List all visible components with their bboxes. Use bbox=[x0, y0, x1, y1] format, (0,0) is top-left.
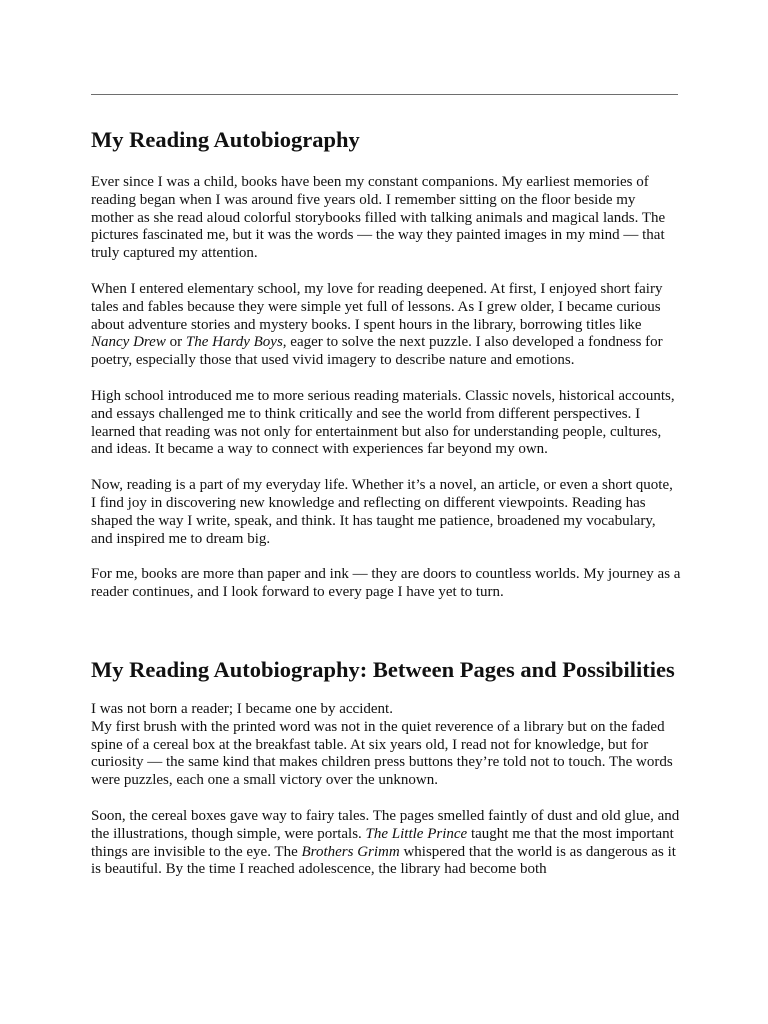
section1-paragraph-3: High school introduced me to more serious reading materials. Classic novels, historical accounts, and essays challenged me to think critically and see the world from different perspectives. I learned that reading was not only for entertainment but also for understanding people, cultures, and ideas. It became a way to connect with experiences far beyond my own. bbox=[91, 387, 675, 458]
section2-heading: My Reading Autobiography: Between Pages and Possibilities bbox=[91, 656, 675, 682]
book-title: The Hardy Boys bbox=[185, 334, 283, 351]
section2-paragraph-1: My first brush with the printed word was not in the quiet reverence of a library but on the faded spine of a cereal box at the breakfast table. At six years old, I read not for knowledge, but for curiosity — the same kind that makes children press buttons they’re told not to touch. The words were puzzles, each one a small victory over the unknown. bbox=[91, 718, 673, 789]
section1-paragraph-4: Now, reading is a part of my everyday life. Whether it’s a novel, an article, or even a short quote, I find joy in discovering new knowledge and reflecting on different viewpoints. Reading has shaped the way I write, speak, and think. It has taught me patience, broadened my vocabulary, and inspired me to dream big. bbox=[91, 477, 673, 547]
book-title: Nancy Drew bbox=[91, 334, 166, 351]
section2-paragraph-2 bbox=[91, 808, 681, 879]
text-span: taught me that the most important things are invisible to the eye. The bbox=[91, 825, 674, 860]
section1-paragraph-5: For me, books are more than paper and ink — they are doors to countless worlds. My journey as a reader continues, and I look forward to every page I have yet to turn. bbox=[91, 566, 681, 601]
text-span: whispered that the world is as dangerous as it is beautiful. By the time I reached adolescence, the library had become both bbox=[91, 843, 676, 878]
document-body bbox=[91, 126, 681, 879]
book-title: The Little Prince bbox=[365, 825, 468, 842]
text-span: , eager to solve the next puzzle. I also developed a fondness for poetry, especially those that used vivid imagery to describe nature and emotions. bbox=[91, 334, 663, 369]
text-span: When I entered elementary school, my love for reading deepened. At first, I enjoyed short fairy tales and fables because they were simple yet full of lessons. As I grew older, I became curious about adventure stories and mystery books. I spent hours in the library, borrowing titles like bbox=[91, 280, 663, 333]
section1-paragraph-2 bbox=[91, 281, 681, 370]
section1-heading: My Reading Autobiography bbox=[91, 127, 360, 152]
section2-opening-line: I was not born a reader; I became one by accident. bbox=[91, 700, 393, 717]
text-span: or bbox=[165, 334, 186, 351]
book-title: Brothers Grimm bbox=[301, 843, 400, 860]
horizontal-rule bbox=[91, 94, 678, 95]
section1-paragraph-1: Ever since I was a child, books have been my constant companions. My earliest memories of reading began when I was around five years old. I remember sitting on the floor beside my mother as she read aloud colorful storybooks filled with talking animals and magical lands. The pictures fascinated me, but it was the words — the way they painted images in my mind — that truly captured my attention. bbox=[91, 174, 666, 262]
text-span: Soon, the cereal boxes gave way to fairy tales. The pages smelled faintly of dust and old glue, and the illustrations, though simple, were portals. bbox=[91, 807, 680, 842]
